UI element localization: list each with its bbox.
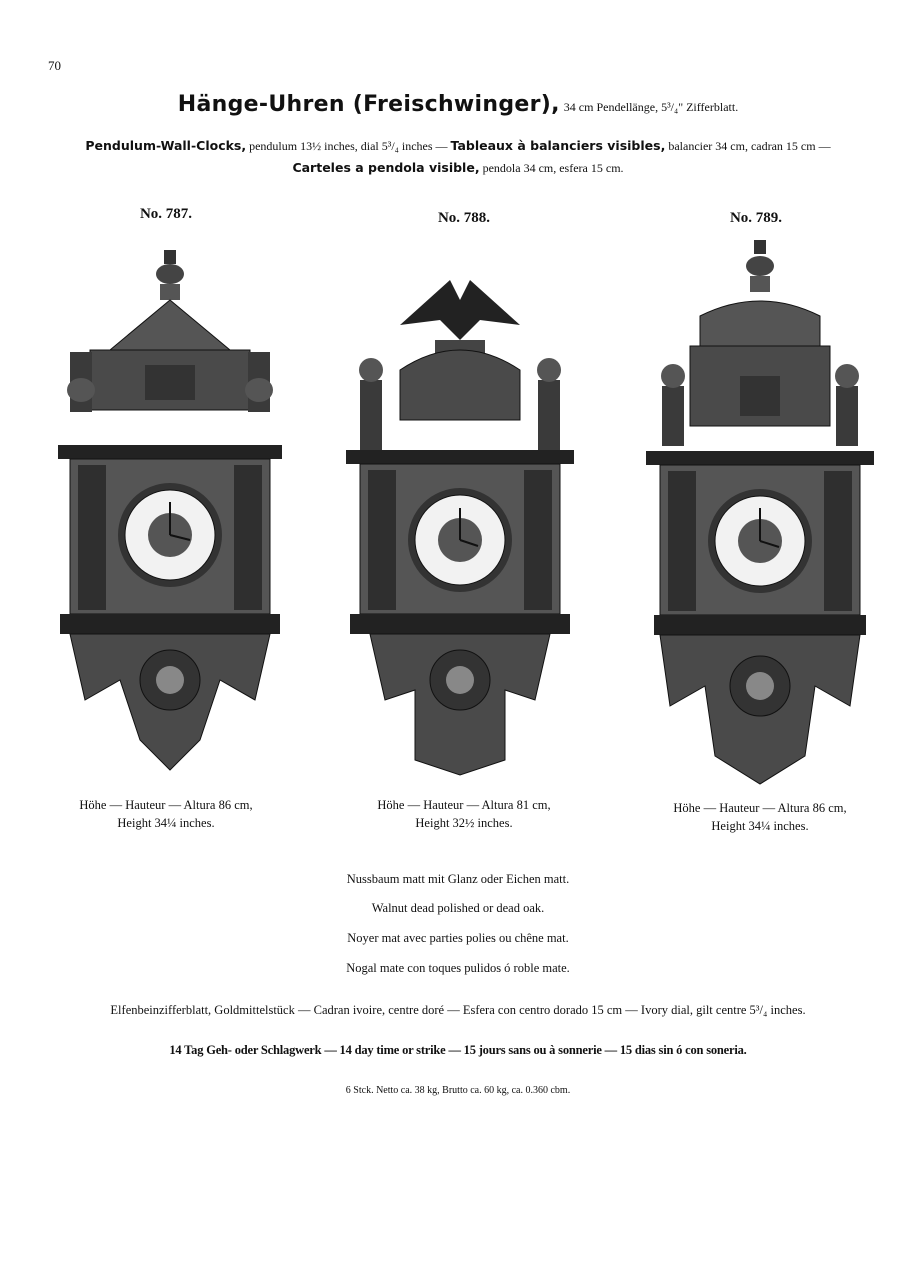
model-number-789: No. 789. bbox=[729, 210, 783, 226]
packing-note: 6 Stck. Netto ca. 38 kg, Brutto ca. 60 kg, ca. 0.360 cbm. bbox=[345, 1085, 571, 1096]
clock-789-illustration bbox=[640, 236, 880, 786]
caption-787-line-2: Height 34¼ inches. bbox=[117, 816, 215, 830]
caption-787 bbox=[36, 796, 296, 832]
subtitle-line-1 bbox=[0, 138, 916, 154]
subtitle-en-bold: Pendulum-Wall-Clocks, bbox=[85, 138, 247, 153]
caption-789-line-2: Height 34¼ inches. bbox=[711, 819, 809, 833]
title-note: 34 cm Pendellänge, 5³/₄" Zifferblatt. bbox=[563, 100, 739, 114]
finial-ornament bbox=[746, 240, 774, 292]
page-title bbox=[0, 92, 916, 117]
dial-note: Elfenbeinzifferblatt, Goldmittelstück — Cadran ivoire, centre doré — Esfera con centro dorado 15 cm — Ivory dial, gilt centre 5³/₄ inches. bbox=[110, 1003, 806, 1017]
subtitle-fr-text: balancier 34 cm, cadran 15 cm — bbox=[668, 139, 831, 153]
caption-789-line-1: Höhe — Hauteur — Altura 86 cm, bbox=[673, 801, 847, 815]
clock-788-illustration bbox=[340, 270, 580, 780]
caption-788-line-1: Höhe — Hauteur — Altura 81 cm, bbox=[377, 798, 551, 812]
finish-line-de: Nussbaum matt mit Glanz oder Eichen matt. bbox=[346, 872, 570, 886]
caption-789 bbox=[630, 799, 890, 835]
model-number-788: No. 788. bbox=[437, 210, 491, 226]
page-number: 70 bbox=[48, 58, 61, 73]
caption-788-line-2: Height 32½ inches. bbox=[415, 816, 513, 830]
eagle-ornament bbox=[400, 280, 520, 340]
caption-788 bbox=[334, 796, 594, 832]
title-main: Hänge-Uhren (Freischwinger), bbox=[177, 92, 560, 117]
subtitle-line-2 bbox=[0, 160, 916, 176]
model-number-787: No. 787. bbox=[139, 206, 193, 222]
subtitle-fr-bold: Tableaux à balanciers visibles, bbox=[450, 138, 666, 153]
caption-787-line-1: Höhe — Hauteur — Altura 86 cm, bbox=[79, 798, 253, 812]
subtitle-en-text: pendulum 13½ inches, dial 5³/₄ inches — bbox=[249, 139, 448, 153]
finish-line-es: Nogal mate con toques pulidos ó roble mate. bbox=[346, 961, 570, 975]
clock-787-illustration bbox=[50, 240, 290, 780]
movement-note: 14 Tag Geh- oder Schlagwerk — 14 day time or strike — 15 jours sans ou à sonnerie — 15 dias sin ó con soneria. bbox=[169, 1043, 747, 1057]
subtitle-es-bold: Carteles a pendola visible, bbox=[292, 160, 480, 175]
finial-ornament bbox=[156, 250, 184, 300]
subtitle-es-text: pendola 34 cm, esfera 15 cm. bbox=[482, 161, 624, 175]
finish-line-en: Walnut dead polished or dead oak. bbox=[371, 901, 545, 915]
finish-line-fr: Noyer mat avec parties polies ou chêne mat. bbox=[347, 931, 569, 945]
